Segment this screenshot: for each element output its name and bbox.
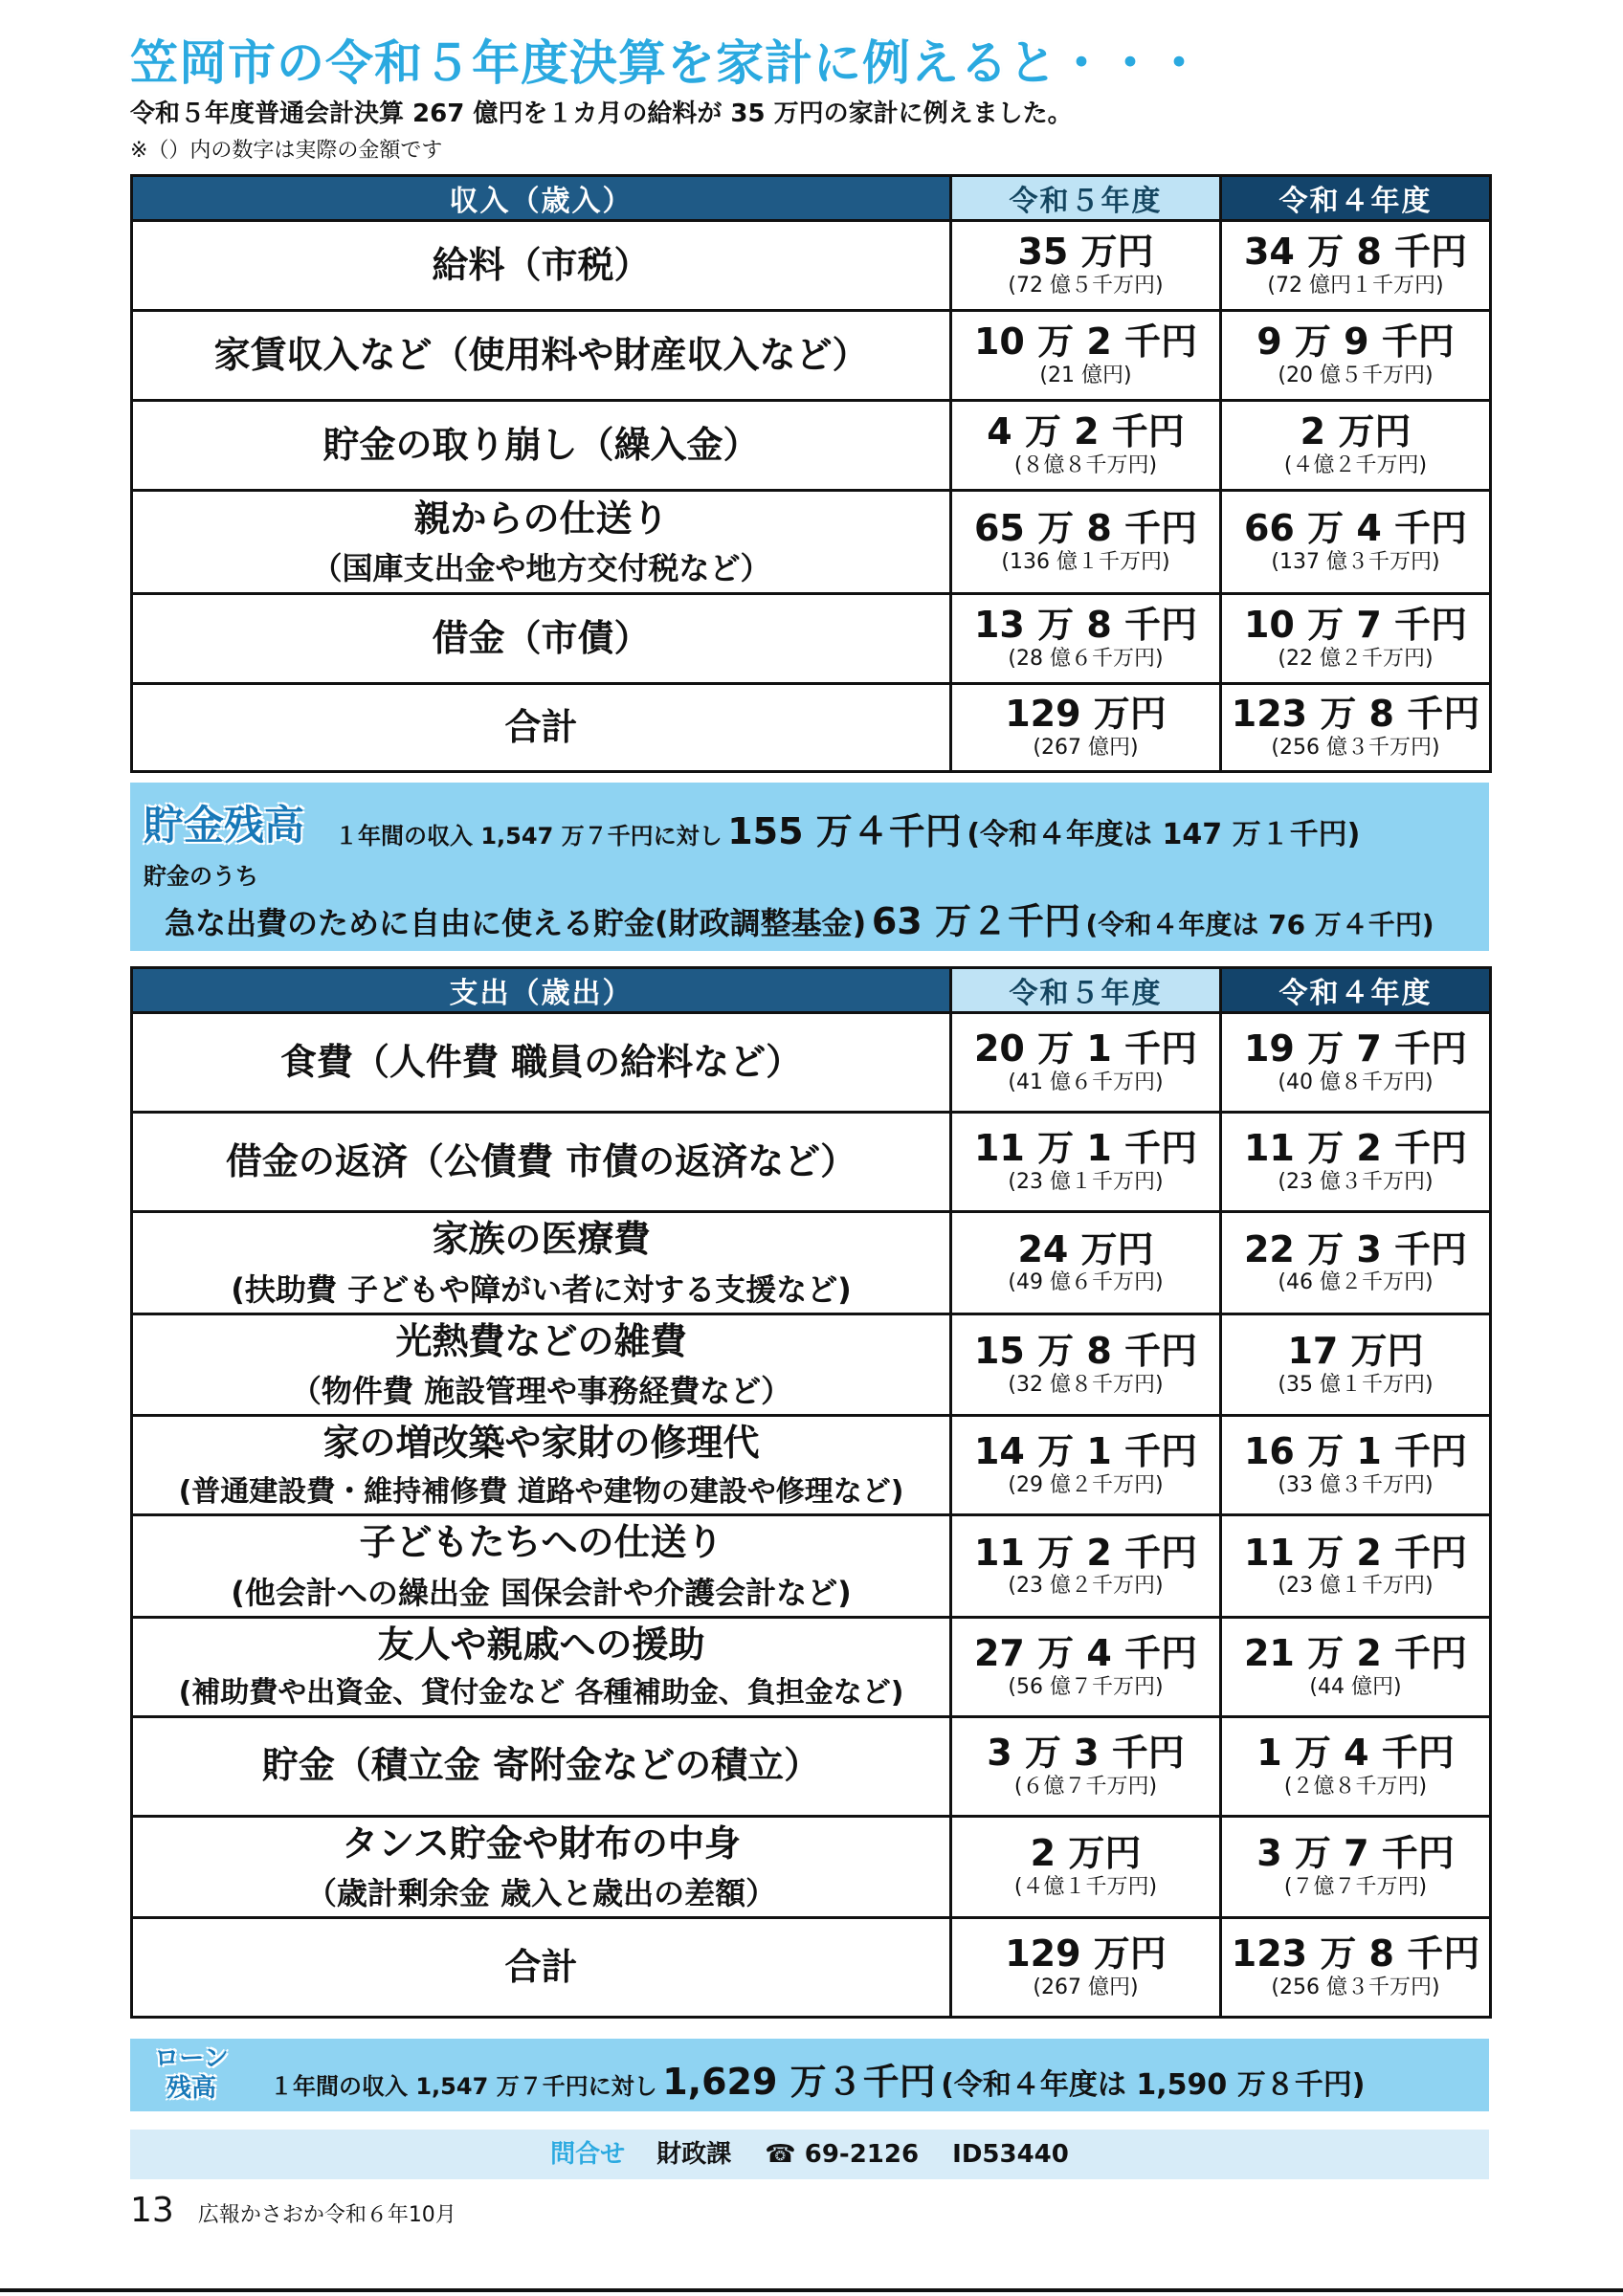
expenditure-row [132, 1617, 1491, 1716]
amount: 20 万 1 千円 [973, 1027, 1197, 1071]
amount: 66 万 4 千円 [1243, 507, 1467, 550]
actual-amount: (256 億３千万円) [1271, 1976, 1440, 2000]
page-number: 13 [130, 2191, 174, 2230]
actual-amount: (35 億１千万円) [1278, 1372, 1434, 1397]
revenue-row [132, 684, 1491, 772]
revenue-row-r5 [951, 401, 1221, 491]
contact-id: ID53440 [952, 2140, 1069, 2169]
expenditure-row-r4 [1221, 1918, 1491, 2018]
amount: 17 万円 [1287, 1330, 1424, 1373]
amount: 13 万 8 千円 [973, 604, 1197, 647]
expenditure-row [132, 1416, 1491, 1515]
loan-line [270, 2052, 1365, 2105]
item-label-line: 食費（人件費 職員の給料など） [279, 1040, 803, 1083]
expenditure-row-r5 [951, 1212, 1221, 1314]
revenue-row [132, 491, 1491, 594]
note: ※（）内の数字は実際の金額です [130, 139, 443, 163]
revenue-row-r4 [1221, 311, 1491, 401]
actual-amount: (137 億３千万円) [1271, 550, 1440, 575]
expenditure-row [132, 1013, 1491, 1113]
loan-balance-band [130, 2039, 1489, 2111]
item-label-line: (扶助費 子どもや障がい者に対する支援など) [231, 1270, 852, 1308]
expenditure-row-r4 [1221, 1716, 1491, 1816]
expenditure-row [132, 1113, 1491, 1212]
amount: 21 万 2 千円 [1243, 1631, 1467, 1674]
expenditure-row-r4 [1221, 1617, 1491, 1716]
item-label-line: (普通建設費・維持補修費 道路や建物の建設や修理など) [178, 1474, 904, 1509]
revenue-header-r5: 令和５年度 [951, 176, 1221, 221]
amount: 10 万 2 千円 [973, 320, 1197, 364]
actual-amount: (40 億８千万円) [1278, 1071, 1434, 1095]
expenditure-row-item [132, 1515, 951, 1618]
expenditure-header-item: 支出（歳出） [132, 968, 951, 1013]
amount: 4 万 2 千円 [987, 410, 1185, 453]
expenditure-row [132, 1515, 1491, 1618]
loan-lead: １年間の収入 1,547 万７千円に対し [270, 2073, 657, 2100]
savings-balance-band [130, 783, 1489, 951]
actual-amount: (72 億５千万円) [1008, 274, 1164, 298]
revenue-row-item [132, 401, 951, 491]
contact-bar [130, 2130, 1489, 2179]
savings-prev: (令和４年度は 147 万１千円) [967, 818, 1361, 851]
publication-name: 広報かさおか令和６年10月 [197, 2203, 456, 2227]
actual-amount: (23 億１千万円) [1278, 1574, 1434, 1599]
amount: 19 万 7 千円 [1243, 1027, 1467, 1071]
revenue-row [132, 594, 1491, 684]
actual-amount: (32 億８千万円) [1008, 1372, 1164, 1397]
item-label-line: 合計 [504, 705, 578, 748]
revenue-header-r4: 令和４年度 [1221, 176, 1491, 221]
item-label-line: タンス貯金や財布の中身 [342, 1821, 741, 1865]
amount: 11 万 2 千円 [973, 1531, 1197, 1574]
item-label-line: 家賃収入など（使用料や財産収入など） [213, 333, 869, 376]
expenditure-row-r5 [951, 1013, 1221, 1113]
revenue-row-r4 [1221, 491, 1491, 594]
amount: 129 万円 [1005, 693, 1167, 736]
item-label-line: 給料（市税） [432, 243, 651, 286]
expenditure-row-item [132, 1013, 951, 1113]
revenue-row-r4 [1221, 594, 1491, 684]
actual-amount: (23 億３千万円) [1278, 1170, 1434, 1195]
expenditure-row [132, 1314, 1491, 1416]
actual-amount: (46 億２千万円) [1278, 1270, 1434, 1295]
expenditure-row-r5 [951, 1416, 1221, 1515]
expenditure-header-r4: 令和４年度 [1221, 968, 1491, 1013]
actual-amount: (28 億６千万円) [1008, 647, 1164, 672]
item-label-line: 貯金（積立金 寄附金などの積立） [261, 1744, 821, 1787]
revenue-table [130, 174, 1492, 773]
expenditure-row-item [132, 1113, 951, 1212]
savings-title: 貯金残高 [144, 802, 305, 849]
amount: 1 万 4 千円 [1256, 1731, 1455, 1774]
revenue-row-r4 [1221, 221, 1491, 311]
expenditure-row-r4 [1221, 1314, 1491, 1416]
amount: 11 万 2 千円 [1243, 1531, 1467, 1574]
contact-dept: 財政課 [656, 2140, 732, 2169]
fund-label: 急な出費のために自由に使える貯金(財政調整基金) [165, 905, 867, 941]
revenue-row-item [132, 221, 951, 311]
revenue-row-r5 [951, 311, 1221, 401]
expenditure-row-r4 [1221, 1013, 1491, 1113]
amount: 34 万 8 千円 [1243, 231, 1467, 274]
savings-line3 [165, 892, 1434, 944]
actual-amount: (６億７千万円) [1013, 1774, 1158, 1799]
actual-amount: (136 億１千万円) [1001, 550, 1170, 575]
actual-amount: (72 億円１千万円) [1267, 274, 1444, 298]
loan-title-line1: ローン [154, 2044, 229, 2073]
actual-amount: (256 億３千万円) [1271, 736, 1440, 761]
expenditure-row-r5 [951, 1314, 1221, 1416]
item-label-line: 光熱費などの雑費 [395, 1319, 687, 1362]
revenue-row-r5 [951, 684, 1221, 772]
expenditure-row-r5 [951, 1617, 1221, 1716]
expenditure-row-r4 [1221, 1416, 1491, 1515]
amount: 11 万 2 千円 [1243, 1127, 1467, 1170]
item-label-line: （物件費 施設管理や事務経費など） [290, 1373, 792, 1409]
expenditure-row-item [132, 1617, 951, 1716]
expenditure-row-item [132, 1716, 951, 1816]
item-label-line: 子どもたちへの仕送り [359, 1521, 723, 1563]
actual-amount: (267 億円) [1033, 1976, 1139, 2000]
item-label-line: 貯金の取り崩し（繰入金） [322, 423, 760, 466]
expenditure-row-r5 [951, 1816, 1221, 1918]
revenue-row [132, 311, 1491, 401]
revenue-header-item: 収入（歳入） [132, 176, 951, 221]
loan-title [153, 2044, 230, 2104]
revenue-row-item [132, 491, 951, 594]
item-label-line: 親からの仕送り [413, 497, 669, 540]
item-label-line: 家族の医療費 [432, 1218, 651, 1260]
actual-amount: (８億８千万円) [1013, 453, 1158, 478]
amount: 15 万 8 千円 [973, 1330, 1197, 1373]
revenue-header-row [132, 176, 1491, 221]
revenue-row-item [132, 311, 951, 401]
amount: 9 万 9 千円 [1256, 320, 1455, 364]
amount: 16 万 1 千円 [1243, 1430, 1467, 1473]
actual-amount: (267 億円) [1033, 736, 1139, 761]
actual-amount: (49 億６千万円) [1008, 1270, 1164, 1295]
savings-line2: 貯金のうち [144, 863, 258, 890]
revenue-row-r5 [951, 221, 1221, 311]
actual-amount: (22 億２千万円) [1278, 647, 1434, 672]
amount: 2 万円 [1300, 410, 1412, 453]
expenditure-header-row [132, 968, 1491, 1013]
actual-amount: (33 億３千万円) [1278, 1473, 1434, 1498]
expenditure-row [132, 1816, 1491, 1918]
amount: 2 万円 [1030, 1832, 1142, 1875]
actual-amount: (29 億２千万円) [1008, 1473, 1164, 1498]
revenue-row-r4 [1221, 684, 1491, 772]
expenditure-row-item [132, 1816, 951, 1918]
amount: 22 万 3 千円 [1243, 1227, 1467, 1270]
loan-amount: 1,629 万３千円 [662, 2061, 936, 2103]
amount: 123 万 8 千円 [1231, 693, 1480, 736]
revenue-row [132, 221, 1491, 311]
item-label-line: 借金の返済（公債費 市債の返済など） [225, 1139, 857, 1182]
actual-amount: (４億１千万円) [1013, 1874, 1158, 1899]
expenditure-row-r5 [951, 1515, 1221, 1618]
expenditure-row [132, 1212, 1491, 1314]
actual-amount: (41 億６千万円) [1008, 1071, 1164, 1095]
expenditure-row-item [132, 1918, 951, 2018]
actual-amount: (23 億２千万円) [1008, 1574, 1164, 1599]
item-label-line: （歳計剰余金 歳入と歳出の差額） [305, 1875, 777, 1911]
amount: 129 万円 [1005, 1932, 1167, 1976]
expenditure-row-r4 [1221, 1816, 1491, 1918]
revenue-row-r5 [951, 491, 1221, 594]
actual-amount: (20 億５千万円) [1278, 364, 1434, 388]
amount: 35 万円 [1017, 231, 1154, 274]
expenditure-row-item [132, 1314, 951, 1416]
revenue-row-item [132, 594, 951, 684]
expenditure-row-item [132, 1212, 951, 1314]
item-label-line: （国庫支出金や地方交付税など） [311, 550, 771, 587]
item-label-line: 借金（市債） [432, 616, 651, 659]
actual-amount: (44 億円) [1309, 1674, 1402, 1699]
actual-amount: (56 億７千万円) [1008, 1674, 1164, 1699]
amount: 10 万 7 千円 [1243, 604, 1467, 647]
amount: 14 万 1 千円 [973, 1430, 1197, 1473]
item-label-line: 家の増改築や家財の修理代 [322, 1422, 760, 1464]
amount: 24 万円 [1017, 1227, 1154, 1270]
item-label-line: 友人や親戚への援助 [377, 1623, 705, 1666]
fund-prev: (令和４年度は 76 万４千円) [1085, 909, 1434, 940]
subtitle: 令和５年度普通会計決算 267 億円を１カ月の給料が 35 万円の家計に例えました。 [130, 99, 1073, 128]
amount: 3 万 7 千円 [1256, 1832, 1455, 1875]
amount: 11 万 1 千円 [973, 1127, 1197, 1170]
item-label-line: 合計 [504, 1945, 578, 1988]
expenditure-row-r5 [951, 1716, 1221, 1816]
savings-amount: 155 万４千円 [727, 810, 962, 852]
expenditure-row [132, 1918, 1491, 2018]
amount: 3 万 3 千円 [987, 1731, 1185, 1774]
revenue-row-item [132, 684, 951, 772]
savings-line1 [335, 802, 1360, 854]
revenue-row-r5 [951, 594, 1221, 684]
expenditure-row-r5 [951, 1113, 1221, 1212]
expenditure-row-r4 [1221, 1212, 1491, 1314]
amount: 65 万 8 千円 [973, 507, 1197, 550]
fund-amount: 63 万２千円 [871, 900, 1080, 942]
actual-amount: (21 億円) [1039, 364, 1132, 388]
expenditure-table [130, 966, 1492, 2019]
revenue-row [132, 401, 1491, 491]
item-label-line: (他会計への繰出金 国保会計や介護会計など) [231, 1574, 852, 1611]
contact-label: 問合せ [550, 2140, 626, 2169]
amount: 27 万 4 千円 [973, 1631, 1197, 1674]
page-title: 笠岡市の令和５年度決算を家計に例えると・・・ [130, 35, 1204, 91]
expenditure-row [132, 1716, 1491, 1816]
loan-title-line2: 残高 [166, 2074, 216, 2104]
expenditure-row-r4 [1221, 1113, 1491, 1212]
revenue-row-r4 [1221, 401, 1491, 491]
loan-prev: (令和４年度は 1,590 万８千円) [941, 2068, 1366, 2102]
item-label-line: (補助費や出資金、貸付金など 各種補助金、負担金など) [178, 1676, 904, 1710]
savings-lead: １年間の収入 1,547 万７千円に対し [335, 823, 723, 850]
footer [130, 2191, 456, 2230]
expenditure-header-r5: 令和５年度 [951, 968, 1221, 1013]
actual-amount: (４億２千万円) [1283, 453, 1428, 478]
expenditure-row-item [132, 1416, 951, 1515]
expenditure-row-r5 [951, 1918, 1221, 2018]
contact-phone[interactable]: ☎ 69-2126 [765, 2140, 920, 2169]
expenditure-row-r4 [1221, 1515, 1491, 1618]
amount: 123 万 8 千円 [1231, 1932, 1480, 1976]
actual-amount: (２億８千万円) [1283, 1774, 1428, 1799]
actual-amount: (７億７千万円) [1283, 1874, 1428, 1899]
bottom-rule [0, 2288, 1623, 2292]
actual-amount: (23 億１千万円) [1008, 1170, 1164, 1195]
